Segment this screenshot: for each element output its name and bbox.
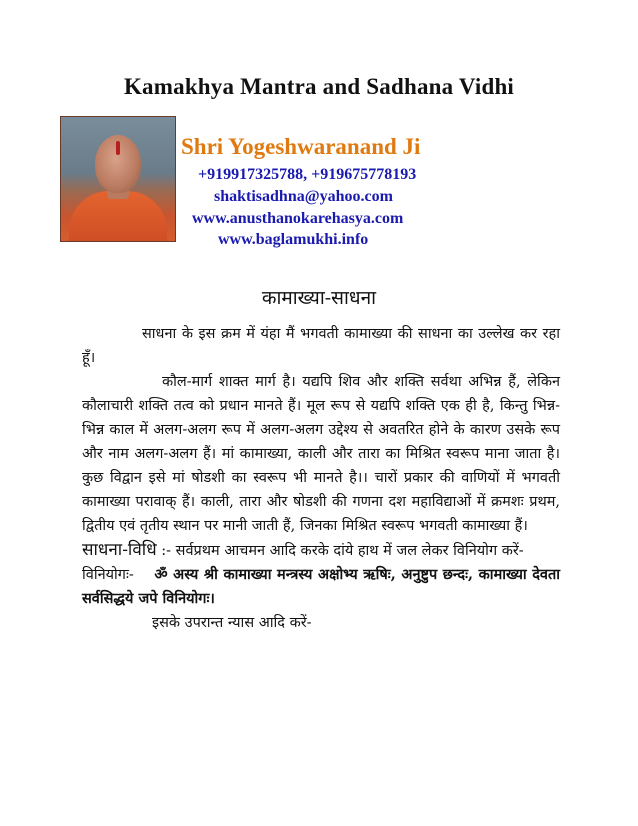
paragraph-sadhana-vidhi bbox=[82, 538, 560, 563]
viniyoga-label: विनियोगः- bbox=[82, 567, 134, 583]
viniyoga-mantra: ॐ अस्य श्री कामाख्या मन्त्रस्य अक्षोभ्य ऋषिः, अनुष्टुप छन्दः, कामाख्या देवता सर्वसिद्धये जपे विनियोगः। bbox=[82, 566, 561, 607]
photo-tilak bbox=[116, 141, 120, 155]
paragraph-nyasa: इसके उपरान्त न्यास आदि करें- bbox=[152, 615, 312, 631]
author-email[interactable]: shaktisadhna@yahoo.com bbox=[214, 188, 393, 205]
section-heading: कामाख्या-साधना bbox=[261, 287, 377, 309]
author-website-link-2[interactable]: www.baglamukhi.info bbox=[218, 231, 369, 248]
author-phone: +919917325788, +919675778193 bbox=[198, 166, 417, 183]
paragraph-intro: साधना के इस क्रम में यंहा मैं भगवती कामाख्या की साधना का उल्लेख कर रहा हूँ। bbox=[82, 326, 560, 366]
author-name: Shri Yogeshwaranand Ji bbox=[181, 134, 421, 159]
author-website-link[interactable]: www.anusthanokarehasya.com bbox=[192, 210, 404, 227]
paragraph-viniyoga bbox=[82, 563, 560, 611]
document-title: Kamakhya Mantra and Sadhana Vidhi bbox=[123, 74, 515, 99]
paragraph-kaul-marg: कौल-मार्ग शाक्त मार्ग है। यद्यपि शिव और शक्ति सर्वथा अभिन्न हैं, लेकिन कौलाचारी शक्ति तत्व को प्रधान मानते हैं। मूल रूप से यद्यपि शक्ति एक ही है, किन्तु भिन्न-भिन्न काल में अलग-अलग रूप में अलग-अलग उद्देश्य से अवतरित होने के कारण उसके रूप और नाम अलग-अलग हैं। मां कामाख्या, काली और तारा का मिश्रित स्वरूप माना जाता है। कुछ विद्वान इसे मां षोडशी का स्वरूप भी मानते है।। चारों प्रकार की वाणियों में भगवती कामाख्या परावाक् हैं। काली, तारा और षोडशी की गणना दश महाविद्याओं में क्रमशः प्रथम, द्वितीय एवं तृतीय स्थान पर मानी जाती हैं, जिनका मिश्रित स्वरूप भगवती कामाख्या हैं। bbox=[82, 374, 560, 534]
sadhana-vidhi-label: साधना-विधि bbox=[82, 540, 157, 560]
author-photo bbox=[60, 116, 176, 242]
body-text bbox=[82, 322, 560, 635]
sadhana-vidhi-text: :- सर्वप्रथम आचमन आदि करके दांये हाथ में जल लेकर विनियोग करें- bbox=[156, 543, 524, 559]
